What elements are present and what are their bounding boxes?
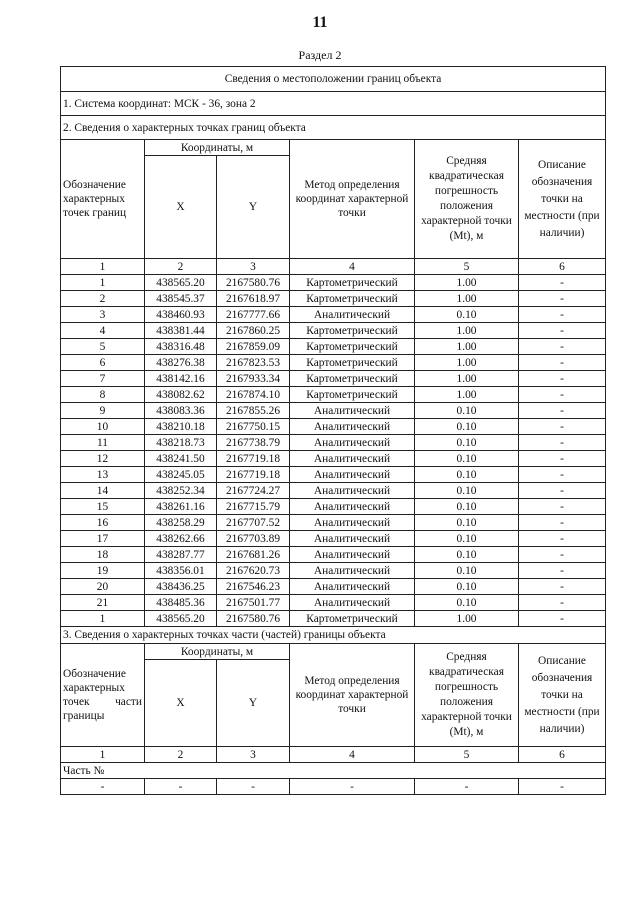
- cell-desc: -: [519, 355, 606, 371]
- cell-y: 2167719.18: [217, 451, 290, 467]
- cell-err: 0.10: [415, 579, 519, 595]
- cell-desc: -: [519, 323, 606, 339]
- cell-desc: -: [519, 275, 606, 291]
- cell-method: Аналитический: [290, 547, 415, 563]
- cell-method: Аналитический: [290, 563, 415, 579]
- column-number: 2: [145, 747, 217, 763]
- cell-method: Картометрический: [290, 339, 415, 355]
- table-row: [61, 579, 606, 595]
- cell-y: 2167715.79: [217, 499, 290, 515]
- cell-desc: -: [519, 387, 606, 403]
- cell-n: 9: [61, 403, 145, 419]
- cell-x: 438545.37: [145, 291, 217, 307]
- cell-desc: -: [519, 579, 606, 595]
- cell-method: Аналитический: [290, 451, 415, 467]
- boundary-table: [60, 66, 606, 795]
- column-number: 5: [415, 259, 519, 275]
- cell-y: 2167874.10: [217, 387, 290, 403]
- table-row: [61, 563, 606, 579]
- column-number: 4: [290, 259, 415, 275]
- empty-cell: -: [145, 779, 217, 795]
- cell-n: 4: [61, 323, 145, 339]
- cell-y: 2167860.25: [217, 323, 290, 339]
- table-row: [61, 611, 606, 627]
- cell-err: 0.10: [415, 435, 519, 451]
- cell-x: 438245.05: [145, 467, 217, 483]
- header3-point-designation: Обозначение характерных точек части границы: [61, 644, 145, 747]
- cell-y: 2167933.34: [217, 371, 290, 387]
- table-row: [61, 307, 606, 323]
- cell-err: 1.00: [415, 339, 519, 355]
- cell-method: Аналитический: [290, 435, 415, 451]
- column-number: 6: [519, 747, 606, 763]
- empty-cell: -: [61, 779, 145, 795]
- header-x: X: [145, 156, 217, 259]
- cell-desc: -: [519, 547, 606, 563]
- cell-n: 19: [61, 563, 145, 579]
- header3-description: Описание обозначения точки на местности (при наличии): [519, 644, 606, 747]
- cell-err: 0.10: [415, 307, 519, 323]
- cell-y: 2167681.26: [217, 547, 290, 563]
- cell-method: Аналитический: [290, 515, 415, 531]
- cell-n: 15: [61, 499, 145, 515]
- cell-n: 1: [61, 611, 145, 627]
- cell-y: 2167707.52: [217, 515, 290, 531]
- cell-n: 11: [61, 435, 145, 451]
- cell-n: 3: [61, 307, 145, 323]
- cell-y: 2167501.77: [217, 595, 290, 611]
- cell-x: 438262.66: [145, 531, 217, 547]
- cell-err: 0.10: [415, 419, 519, 435]
- section-label: Раздел 2: [298, 48, 342, 62]
- cell-y: 2167719.18: [217, 467, 290, 483]
- cell-err: 0.10: [415, 483, 519, 499]
- cell-n: 8: [61, 387, 145, 403]
- cell-method: Аналитический: [290, 531, 415, 547]
- empty-cell: -: [519, 779, 606, 795]
- header3-x: X: [145, 660, 217, 747]
- cell-method: Аналитический: [290, 419, 415, 435]
- column-numbers-row: [61, 259, 606, 275]
- cell-method: Картометрический: [290, 371, 415, 387]
- cell-err: 1.00: [415, 275, 519, 291]
- table-row: [61, 323, 606, 339]
- cell-err: 0.10: [415, 451, 519, 467]
- table-row: [61, 419, 606, 435]
- column-number: 3: [217, 747, 290, 763]
- cell-y: 2167777.66: [217, 307, 290, 323]
- cell-desc: -: [519, 531, 606, 547]
- cell-x: 438316.48: [145, 339, 217, 355]
- cell-x: 438436.25: [145, 579, 217, 595]
- cell-method: Аналитический: [290, 403, 415, 419]
- cell-desc: -: [519, 483, 606, 499]
- cell-err: 0.10: [415, 403, 519, 419]
- cell-desc: -: [519, 515, 606, 531]
- cell-x: 438142.16: [145, 371, 217, 387]
- header-method: Метод определения координат характерной точки: [290, 140, 415, 259]
- cell-desc: -: [519, 451, 606, 467]
- header-point-designation: Обозначение характерных точек границ: [61, 140, 145, 259]
- table-row: [61, 499, 606, 515]
- cell-x: 438258.29: [145, 515, 217, 531]
- cell-n: 13: [61, 467, 145, 483]
- column-numbers-row-3: [61, 747, 606, 763]
- cell-method: Картометрический: [290, 323, 415, 339]
- column-number: 6: [519, 259, 606, 275]
- cell-desc: -: [519, 339, 606, 355]
- cell-err: 0.10: [415, 595, 519, 611]
- cell-y: 2167546.23: [217, 579, 290, 595]
- cell-n: 18: [61, 547, 145, 563]
- cell-x: 438485.36: [145, 595, 217, 611]
- coord-system: 1. Система координат: МСК - 36, зона 2: [61, 92, 606, 116]
- header3-method: Метод определения координат характерной точки: [290, 644, 415, 747]
- table-row: [61, 403, 606, 419]
- header-coordinates: Координаты, м: [145, 140, 290, 156]
- cell-x: 438565.20: [145, 611, 217, 627]
- cell-x: 438252.34: [145, 483, 217, 499]
- cell-x: 438083.36: [145, 403, 217, 419]
- cell-x: 438460.93: [145, 307, 217, 323]
- cell-n: 12: [61, 451, 145, 467]
- table-row: [61, 371, 606, 387]
- table-row: [61, 355, 606, 371]
- cell-err: 0.10: [415, 499, 519, 515]
- cell-n: 2: [61, 291, 145, 307]
- header-error: Средняя квадратическая погрешность положения характерной точки (Mt), м: [415, 140, 519, 259]
- cell-x: 438565.20: [145, 275, 217, 291]
- table-row: [61, 291, 606, 307]
- table-row: [61, 531, 606, 547]
- cell-err: 1.00: [415, 611, 519, 627]
- cell-n: 7: [61, 371, 145, 387]
- cell-desc: -: [519, 403, 606, 419]
- cell-desc: -: [519, 291, 606, 307]
- section2-title: 2. Сведения о характерных точках границ объекта: [61, 116, 606, 140]
- empty-cell: -: [415, 779, 519, 795]
- cell-y: 2167750.15: [217, 419, 290, 435]
- cell-err: 1.00: [415, 291, 519, 307]
- table-row: [61, 483, 606, 499]
- section3-title: 3. Сведения о характерных точках части (частей) границы объекта: [61, 627, 606, 644]
- table-row: [61, 387, 606, 403]
- cell-method: Аналитический: [290, 595, 415, 611]
- column-number: 1: [61, 747, 145, 763]
- cell-y: 2167580.76: [217, 275, 290, 291]
- empty-part-row: [61, 779, 606, 795]
- cell-y: 2167580.76: [217, 611, 290, 627]
- cell-err: 1.00: [415, 355, 519, 371]
- cell-desc: -: [519, 419, 606, 435]
- cell-y: 2167859.09: [217, 339, 290, 355]
- empty-cell: -: [217, 779, 290, 795]
- cell-y: 2167823.53: [217, 355, 290, 371]
- column-number: 4: [290, 747, 415, 763]
- cell-desc: -: [519, 611, 606, 627]
- empty-cell: -: [290, 779, 415, 795]
- cell-desc: -: [519, 467, 606, 483]
- cell-n: 21: [61, 595, 145, 611]
- cell-method: Картометрический: [290, 611, 415, 627]
- cell-err: 0.10: [415, 563, 519, 579]
- cell-method: Аналитический: [290, 499, 415, 515]
- table-row: [61, 339, 606, 355]
- cell-x: 438082.62: [145, 387, 217, 403]
- page-number: 11: [312, 14, 328, 31]
- cell-x: 438241.50: [145, 451, 217, 467]
- cell-y: 2167724.27: [217, 483, 290, 499]
- cell-method: Аналитический: [290, 483, 415, 499]
- cell-err: 0.10: [415, 547, 519, 563]
- cell-x: 438356.01: [145, 563, 217, 579]
- table-row: [61, 435, 606, 451]
- table-row: [61, 595, 606, 611]
- part-label: Часть №: [61, 763, 606, 779]
- table-row: [61, 451, 606, 467]
- cell-method: Картометрический: [290, 355, 415, 371]
- cell-desc: -: [519, 595, 606, 611]
- cell-n: 20: [61, 579, 145, 595]
- cell-x: 438210.18: [145, 419, 217, 435]
- column-number: 2: [145, 259, 217, 275]
- column-number: 5: [415, 747, 519, 763]
- cell-err: 0.10: [415, 531, 519, 547]
- cell-desc: -: [519, 435, 606, 451]
- cell-y: 2167738.79: [217, 435, 290, 451]
- table-row: [61, 275, 606, 291]
- cell-err: 1.00: [415, 323, 519, 339]
- header3-coordinates: Координаты, м: [145, 644, 290, 660]
- cell-method: Картометрический: [290, 275, 415, 291]
- table-title: Сведения о местоположении границ объекта: [61, 67, 606, 92]
- cell-method: Картометрический: [290, 387, 415, 403]
- cell-x: 438261.16: [145, 499, 217, 515]
- cell-n: 10: [61, 419, 145, 435]
- header-description: Описание обозначения точки на местности (при наличии): [519, 140, 606, 259]
- cell-x: 438276.38: [145, 355, 217, 371]
- header3-y: Y: [217, 660, 290, 747]
- cell-y: 2167703.89: [217, 531, 290, 547]
- cell-y: 2167620.73: [217, 563, 290, 579]
- cell-err: 1.00: [415, 387, 519, 403]
- table-row: [61, 547, 606, 563]
- cell-method: Аналитический: [290, 467, 415, 483]
- cell-method: Картометрический: [290, 291, 415, 307]
- cell-n: 1: [61, 275, 145, 291]
- cell-n: 16: [61, 515, 145, 531]
- column-number: 1: [61, 259, 145, 275]
- cell-desc: -: [519, 307, 606, 323]
- cell-x: 438218.73: [145, 435, 217, 451]
- cell-x: 438287.77: [145, 547, 217, 563]
- cell-method: Аналитический: [290, 307, 415, 323]
- cell-n: 5: [61, 339, 145, 355]
- cell-n: 14: [61, 483, 145, 499]
- cell-err: 0.10: [415, 467, 519, 483]
- cell-y: 2167855.26: [217, 403, 290, 419]
- cell-x: 438381.44: [145, 323, 217, 339]
- cell-err: 1.00: [415, 371, 519, 387]
- cell-desc: -: [519, 371, 606, 387]
- header-y: Y: [217, 156, 290, 259]
- cell-method: Аналитический: [290, 579, 415, 595]
- cell-desc: -: [519, 563, 606, 579]
- column-number: 3: [217, 259, 290, 275]
- cell-desc: -: [519, 499, 606, 515]
- cell-err: 0.10: [415, 515, 519, 531]
- table-row: [61, 515, 606, 531]
- header3-error: Средняя квадратическая погрешность положения характерной точки (Mt), м: [415, 644, 519, 747]
- table-row: [61, 467, 606, 483]
- cell-n: 17: [61, 531, 145, 547]
- cell-n: 6: [61, 355, 145, 371]
- cell-y: 2167618.97: [217, 291, 290, 307]
